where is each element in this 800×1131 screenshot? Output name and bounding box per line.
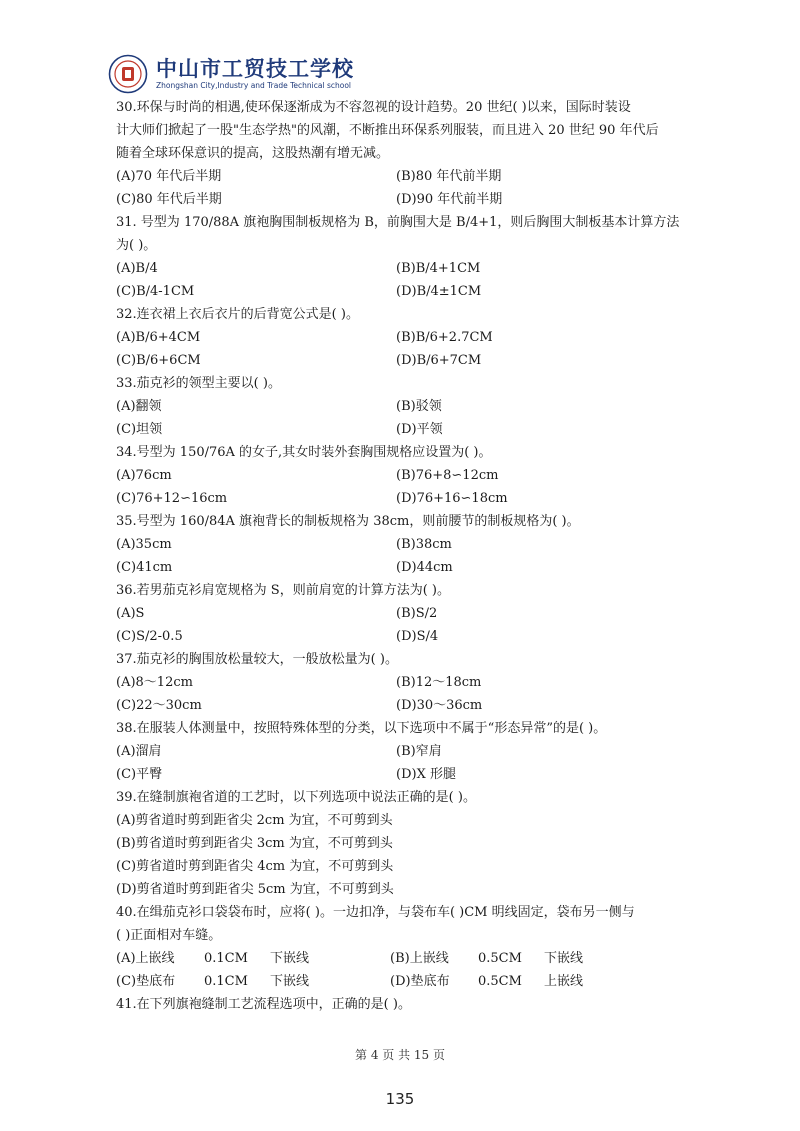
option-item: (B)38cm — [396, 537, 452, 552]
question-text: 35.号型为 160/84A 旗袍背长的制板规格为 38cm，则前腰节的制板规格为( )。 — [116, 514, 580, 529]
option-item: (D)B/6+7CM — [396, 353, 482, 368]
question-block — [116, 648, 716, 717]
option-item: (A)B/6+4CM — [116, 330, 201, 345]
option-cell: 下嵌线 — [544, 951, 584, 966]
options-row — [116, 257, 716, 280]
option-item: (D)76+16∽18cm — [396, 491, 508, 506]
option-cell: 下嵌线 — [270, 974, 310, 989]
question-text: 40.在缉茄克衫口袋袋布时，应将( )。一边扣净，与袋布车( )CM 明线固定，袋布另一侧与 — [116, 905, 635, 920]
option-item: (A)8～12cm — [116, 675, 193, 690]
question-text: 37.茄克衫的胸围放松量较大，一般放松量为( )。 — [116, 652, 398, 667]
option-item: (B)S/2 — [396, 606, 438, 621]
question-block — [116, 579, 716, 648]
question-block — [116, 441, 716, 510]
option-item: (A)翻领 — [116, 399, 162, 414]
options-row — [116, 487, 716, 510]
option-item: (A)溜肩 — [116, 744, 162, 759]
options-row — [116, 694, 716, 717]
option-item: (A)S — [116, 606, 145, 621]
option-cell: 下嵌线 — [270, 951, 310, 966]
options-row — [116, 464, 716, 487]
option-item: (B)驳领 — [396, 399, 442, 414]
option-item: (D)S/4 — [396, 629, 439, 644]
options-row — [116, 165, 716, 188]
option-cell: 上嵌线 — [544, 974, 584, 989]
question-text: 36.若男茄克衫肩宽规格为 S，则前肩宽的计算方法为( )。 — [116, 583, 450, 598]
options-row — [116, 533, 716, 556]
option-item — [116, 970, 390, 993]
school-name-cn: 中山市工贸技工学校 — [156, 57, 354, 81]
option-item — [390, 947, 664, 970]
option-item: (D)平领 — [396, 422, 443, 437]
option-item: (C)22～30cm — [116, 698, 202, 713]
option-item — [390, 970, 664, 993]
option-item — [116, 947, 390, 970]
options-row — [116, 188, 716, 211]
question-text: (A)剪省道时剪到距省尖 2cm 为宜，不可剪到头 — [116, 813, 393, 828]
question-text: 33.茄克衫的领型主要以( )。 — [116, 376, 281, 391]
question-block — [116, 303, 716, 372]
page-header — [108, 52, 354, 96]
options-row — [116, 349, 716, 372]
option-item: (C)坦领 — [116, 422, 163, 437]
option-cell: 0.1CM — [204, 951, 248, 966]
question-block — [116, 211, 716, 303]
question-block — [116, 372, 716, 441]
option-item: (B)B/6+2.7CM — [396, 330, 493, 345]
question-text: (D)剪省道时剪到距省尖 5cm 为宜，不可剪到头 — [116, 882, 394, 897]
option-item: (C)B/6+6CM — [116, 353, 201, 368]
page-number: 135 — [385, 1090, 415, 1108]
question-text: 30.环保与时尚的相遇,使环保逐渐成为不容忽视的设计趋势。20 世纪( )以来，国际时装设 — [116, 100, 631, 115]
question-text: 32.连衣裙上衣后衣片的后背宽公式是( )。 — [116, 307, 359, 322]
question-text: 为( )。 — [116, 238, 157, 253]
question-block — [116, 96, 716, 211]
options-row — [116, 947, 716, 970]
option-item: (D)X 形腿 — [396, 767, 456, 782]
options-row — [116, 740, 716, 763]
options-row — [116, 671, 716, 694]
options-row — [116, 395, 716, 418]
option-item: (A)35cm — [116, 537, 172, 552]
question-text: 41.在下列旗袍缝制工艺流程选项中，正确的是( )。 — [116, 997, 411, 1012]
question-block — [116, 786, 716, 901]
school-name — [156, 57, 354, 91]
option-item: (B)B/4+1CM — [396, 261, 481, 276]
option-cell: (C)垫底布 — [116, 974, 176, 989]
option-cell: 0.5CM — [478, 951, 522, 966]
options-row — [116, 556, 716, 579]
option-item: (C)S/2-0.5 — [116, 629, 183, 644]
school-name-en: Zhongshan City,Industry and Trade Technical school — [156, 81, 351, 90]
question-block — [116, 901, 716, 993]
option-cell: (D)垫底布 — [390, 974, 450, 989]
option-item: (D)30～36cm — [396, 698, 483, 713]
options-row — [116, 970, 716, 993]
option-item: (C)80 年代后半期 — [116, 192, 222, 207]
option-item: (B)窄肩 — [396, 744, 442, 759]
question-text: 31. 号型为 170/88A 旗袍胸围制板规格为 B，前胸围大是 B/4+1，则后胸围大制板基本计算方法 — [116, 215, 680, 230]
options-row — [116, 326, 716, 349]
options-row — [116, 602, 716, 625]
option-cell: 0.5CM — [478, 974, 522, 989]
option-item: (A)70 年代后半期 — [116, 169, 222, 184]
question-text: (C)剪省道时剪到距省尖 4cm 为宜，不可剪到头 — [116, 859, 394, 874]
question-text: 34.号型为 150/76A 的女子,其女时装外套胸围规格应设置为( )。 — [116, 445, 492, 460]
option-item: (D)90 年代前半期 — [396, 192, 503, 207]
option-item: (D)44cm — [396, 560, 453, 575]
option-cell: (A)上嵌线 — [116, 951, 175, 966]
options-row — [116, 625, 716, 648]
option-item: (C)B/4-1CM — [116, 284, 195, 299]
options-row — [116, 763, 716, 786]
options-row — [116, 418, 716, 441]
option-item: (C)41cm — [116, 560, 173, 575]
question-block — [116, 510, 716, 579]
question-list — [116, 96, 716, 1016]
school-emblem-icon — [108, 54, 148, 94]
option-item: (B)80 年代前半期 — [396, 169, 502, 184]
question-text: (B)剪省道时剪到距省尖 3cm 为宜，不可剪到头 — [116, 836, 393, 851]
option-item: (C)76+12∽16cm — [116, 491, 228, 506]
option-cell: 0.1CM — [204, 974, 248, 989]
option-cell: (B)上嵌线 — [390, 951, 449, 966]
option-item: (C)平臀 — [116, 767, 163, 782]
option-item: (A)B/4 — [116, 261, 158, 276]
question-text: 38.在服装人体测量中，按照特殊体型的分类，以下选项中不属于“形态异常”的是( )。 — [116, 721, 607, 736]
question-text: 39.在缝制旗袍省道的工艺时，以下列选项中说法正确的是( )。 — [116, 790, 476, 805]
question-text: 计大师们掀起了一股"生态学热"的风潮，不断推出环保系列服装，而且进入 20 世纪 90 年代后 — [116, 123, 659, 138]
option-item: (B)12～18cm — [396, 675, 482, 690]
option-item: (B)76+8∽12cm — [396, 468, 499, 483]
options-row — [116, 280, 716, 303]
question-text: 随着全球环保意识的提高，这股热潮有增无减。 — [116, 146, 390, 161]
question-block — [116, 717, 716, 786]
page-indicator: 第 4 页 共 15 页 — [355, 1048, 445, 1062]
option-item: (D)B/4±1CM — [396, 284, 482, 299]
option-item: (A)76cm — [116, 468, 172, 483]
question-text: ( )正面相对车缝。 — [116, 928, 222, 943]
